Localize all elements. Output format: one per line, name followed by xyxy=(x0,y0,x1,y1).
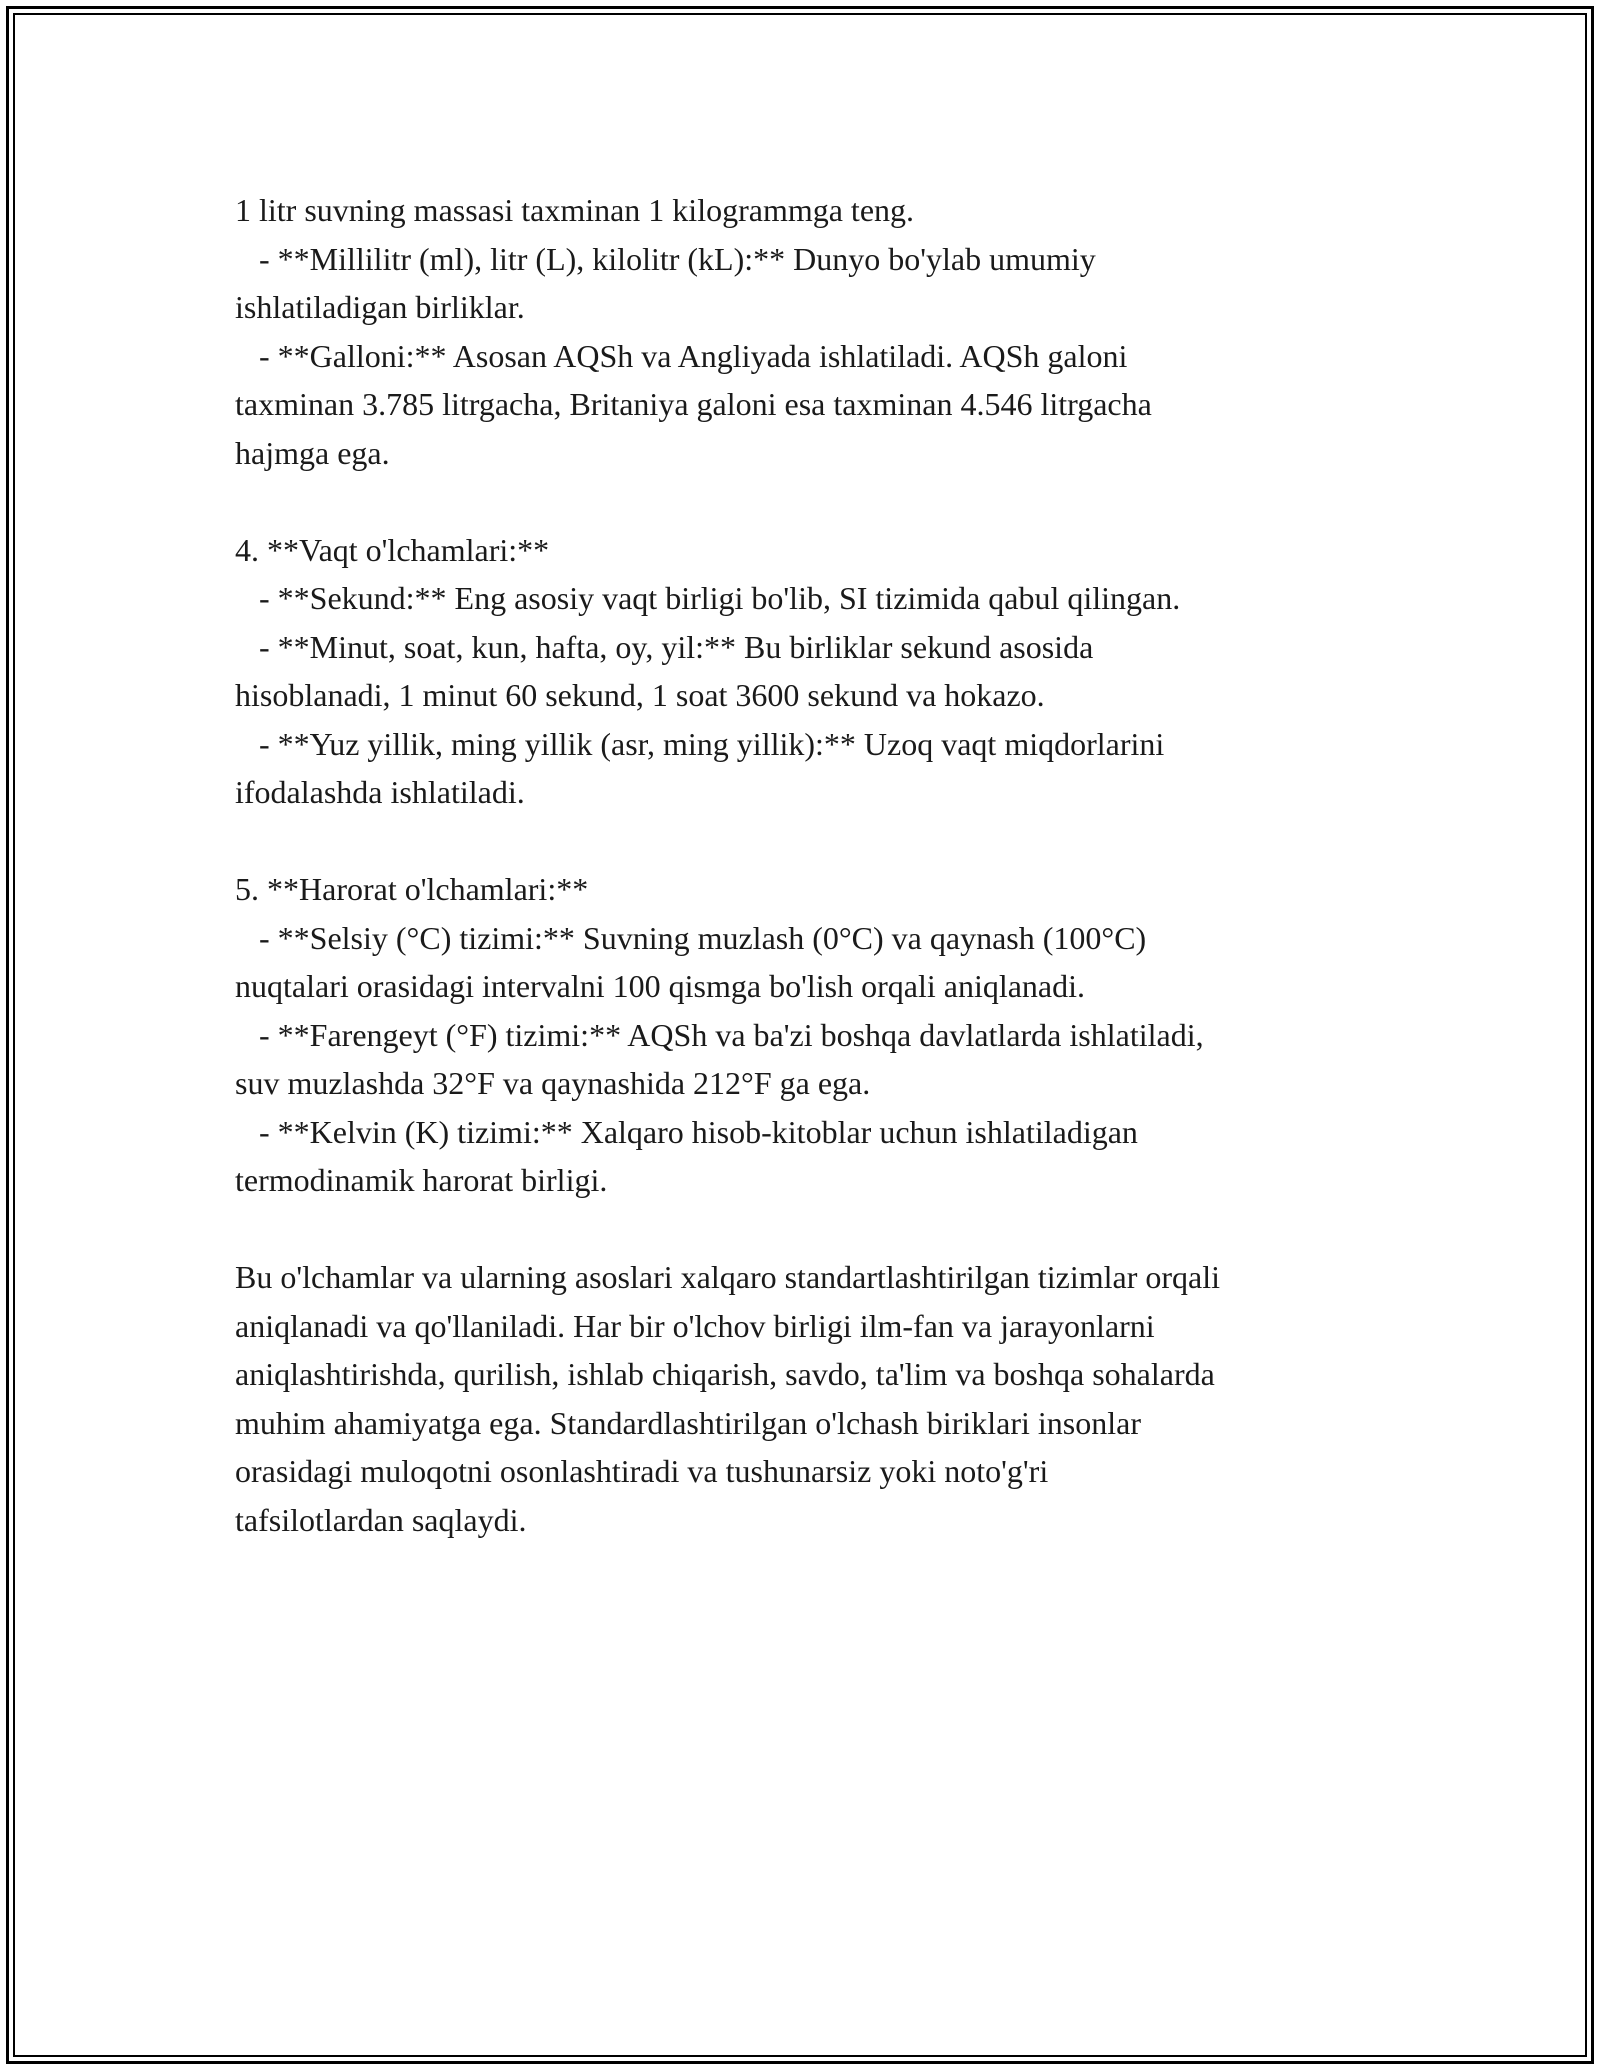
document-body xyxy=(235,186,1395,1544)
document-line: - **Kelvin (K) tizimi:** Xalqaro hisob-kitoblar uchun ishlatiladigan xyxy=(235,1113,1138,1150)
document-line: suv muzlashda 32°F va qaynashida 212°F ga ega. xyxy=(235,1065,871,1101)
conclusion-line: tafsilotlardan saqlaydi. xyxy=(235,1501,527,1538)
document-line: nuqtalari orasidagi intervalni 100 qismga bo'lish orqali aniqlanadi. xyxy=(235,968,1086,1004)
conclusion-line: Bu o'lchamlar va ularning asoslari xalqaro standartlashtirilgan tizimlar orqali xyxy=(235,1259,1221,1295)
conclusion-line: muhim ahamiyatga ega. Standardlashtirilgan o'lchash biriklari insonlar xyxy=(235,1404,1141,1441)
blank-line xyxy=(235,817,1395,866)
document-line: - **Selsiy (°C) tizimi:** Suvning muzlash (0°C) va qaynash (100°C) xyxy=(235,919,1147,956)
document-line: 1 litr suvning massasi taxminan 1 kilogrammga teng. xyxy=(235,192,915,228)
section-heading: 5. **Harorat o'lchamlari:** xyxy=(235,871,589,907)
document-line: - **Farengeyt (°F) tizimi:** AQSh va ba'zi boshqa davlatlarda ishlatiladi, xyxy=(235,1016,1204,1053)
conclusion-line: aniqlanadi va qo'llaniladi. Har bir o'lchov birligi ilm-fan va jarayonlarni xyxy=(235,1307,1155,1344)
document-line: taxminan 3.785 litrgacha, Britaniya galoni esa taxminan 4.546 litrgacha xyxy=(235,386,1152,422)
blank-line xyxy=(235,1205,1395,1254)
document-line: - **Minut, soat, kun, hafta, oy, yil:** Bu birliklar sekund asosida xyxy=(235,628,1094,665)
document-line: termodinamik harorat birligi. xyxy=(235,1162,608,1198)
section-heading: 4. **Vaqt o'lchamlari:** xyxy=(235,531,550,568)
document-line: - **Sekund:** Eng asosiy vaqt birligi bo'lib, SI tizimida qabul qilingan. xyxy=(235,580,1181,616)
conclusion-line: orasidagi muloqotni osonlashtiradi va tushunarsiz yoki noto'g'ri xyxy=(235,1453,1049,1489)
document-line: - **Millilitr (ml), litr (L), kilolitr (kL):** Dunyo bo'ylab umumiy xyxy=(235,240,1096,277)
document-line: - **Yuz yillik, ming yillik (asr, ming yillik):** Uzoq vaqt miqdorlarini xyxy=(235,725,1165,762)
conclusion-line: aniqlashtirishda, qurilish, ishlab chiqarish, savdo, ta'lim va boshqa sohalarda xyxy=(235,1356,1215,1392)
document-line: ifodalashda ishlatiladi. xyxy=(235,774,525,810)
document-line: - **Galloni:** Asosan AQSh va Angliyada ishlatiladi. AQSh galoni xyxy=(235,337,1128,374)
document-line: hisoblanadi, 1 minut 60 sekund, 1 soat 3600 sekund va hokazo. xyxy=(235,677,1045,713)
document-line: ishlatiladigan birliklar. xyxy=(235,289,525,325)
blank-line xyxy=(235,477,1395,526)
document-line: hajmga ega. xyxy=(235,434,390,471)
